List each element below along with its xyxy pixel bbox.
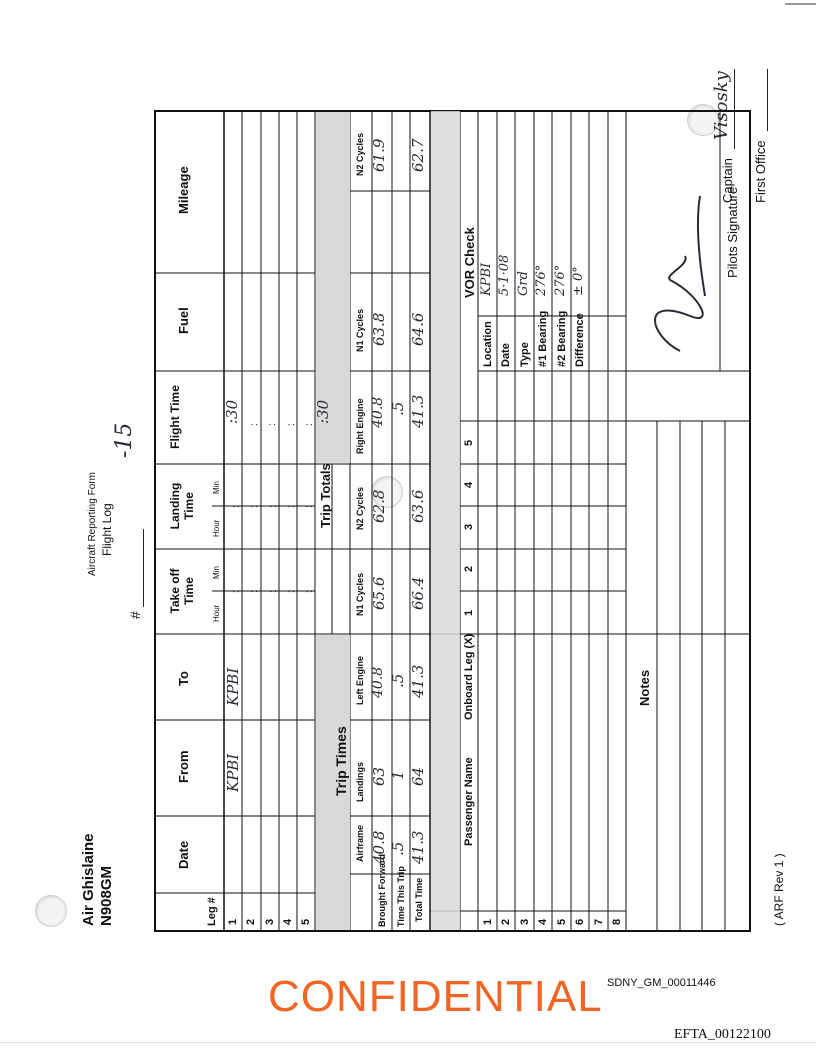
col-fuel: Fuel xyxy=(176,307,191,334)
notes-label: Notes xyxy=(637,669,652,706)
onboard-leg-number: 3 xyxy=(463,523,475,530)
tt-value: 41.3 xyxy=(409,394,427,428)
tt-value: 63.8 xyxy=(370,312,388,346)
vor-value: ± 0° xyxy=(571,266,586,296)
tt-col-n1-left: N1 Cycles xyxy=(355,572,365,616)
number-label: # xyxy=(127,611,143,619)
tt-col-left-engine: Left Engine xyxy=(355,656,365,705)
col-to: To xyxy=(176,671,191,686)
form-subtitle: Flight Log xyxy=(100,503,114,556)
vor-value: KPBI xyxy=(479,262,494,296)
tt-col-n2-left: N2 Cycles xyxy=(355,486,365,530)
vor-value: 5·1·08 xyxy=(497,254,512,296)
trip-times-title: Trip Times xyxy=(333,726,349,796)
confidential-stamp: CONFIDENTIAL xyxy=(268,972,603,1021)
vor-value: 276° xyxy=(553,264,568,296)
leg-number: 2 xyxy=(245,918,257,925)
tt-col-landings: Landings xyxy=(355,762,365,802)
captain-label: Captain xyxy=(720,158,735,203)
landing-hour: Hour xyxy=(212,519,221,537)
trip-totals-flight: :30 xyxy=(314,399,332,424)
time-colons: : : : : : xyxy=(231,590,316,593)
col-landing: Landing Time xyxy=(168,482,196,530)
onboard-leg-label: Onboard Leg (X) xyxy=(463,633,475,720)
passenger-row-number: 7 xyxy=(593,918,605,925)
vor-label: Location xyxy=(482,321,494,367)
tt-value: .5 xyxy=(389,673,407,688)
col-date: Date xyxy=(176,840,191,869)
pilot-signature xyxy=(655,196,705,351)
captain-value: Visoskу xyxy=(711,70,732,140)
col-flight: Flight Time xyxy=(168,385,182,449)
col-takeoff: Take off Time xyxy=(168,568,196,614)
tt-value: 1 xyxy=(389,770,407,780)
tail-number: N908GM xyxy=(98,865,115,926)
tt-row-label: Total Time xyxy=(414,877,424,922)
tt-value: 40.8 xyxy=(370,666,386,698)
passenger-row-number: 8 xyxy=(611,918,623,925)
tt-row-label: Time This Trip xyxy=(396,866,406,927)
onboard-leg-number: 5 xyxy=(463,439,475,446)
vor-value: Grd xyxy=(516,271,531,296)
vor-label: #1 Bearing xyxy=(537,310,549,367)
passenger-row-number: 3 xyxy=(519,918,531,925)
tt-value: 63.6 xyxy=(409,489,427,523)
vor-value: 276° xyxy=(534,264,549,296)
leg-number: 4 xyxy=(282,918,294,925)
takeoff-min: Min xyxy=(212,566,221,579)
tt-value: 64 xyxy=(409,766,427,786)
passenger-row-number: 4 xyxy=(537,918,549,925)
time-colons: : : : : : xyxy=(231,505,316,508)
tt-value: 40.8 xyxy=(370,830,388,864)
vor-check-title: VOR Check xyxy=(462,227,477,298)
onboard-leg-number: 2 xyxy=(463,565,475,572)
leg1-from: KPBI xyxy=(224,753,242,792)
col-mileage: Mileage xyxy=(176,166,191,214)
tt-value: 61.9 xyxy=(370,138,388,172)
onboard-leg-number: 1 xyxy=(463,609,475,616)
leg-number: 1 xyxy=(227,918,239,925)
vor-label: Type xyxy=(519,342,531,367)
vor-label: Date xyxy=(500,343,512,367)
landing-min: Min xyxy=(212,481,221,494)
tt-row-label: Brought Forward xyxy=(377,854,387,927)
tt-col-airframe: Airframe xyxy=(355,824,365,862)
col-leg: Leg # xyxy=(206,897,218,926)
form-title: Aircraft Reporting Form xyxy=(87,472,98,576)
tt-value: .5 xyxy=(389,841,407,856)
vor-label: Difference xyxy=(574,313,586,367)
passenger-row-number: 2 xyxy=(500,918,512,925)
tt-value: 41.3 xyxy=(409,830,427,864)
tt-value: 41.3 xyxy=(409,664,427,698)
efta-number: EFTA_00122100 xyxy=(674,1027,771,1042)
col-from: From xyxy=(176,750,191,783)
vor-label: #2 Bearing xyxy=(556,310,568,367)
tt-value: 63 xyxy=(370,766,388,786)
tt-col-n2-right: N2 Cycles xyxy=(355,132,365,176)
form-revision: ( ARF Rev 1 ) xyxy=(772,853,786,926)
time-colons: : : : : xyxy=(249,423,315,426)
tt-value: 40.8 xyxy=(370,396,386,428)
passenger-row-number: 6 xyxy=(574,918,586,925)
takeoff-hour: Hour xyxy=(212,604,221,622)
passenger-name-label: Passenger Name xyxy=(463,757,475,846)
company-name: Air Ghislaine xyxy=(80,833,97,926)
tt-value: .5 xyxy=(389,401,407,416)
number-value: -15 xyxy=(112,422,137,458)
tt-value: 64.6 xyxy=(409,312,427,346)
passenger-row-number: 5 xyxy=(556,918,568,925)
leg-number: 3 xyxy=(264,918,276,925)
tt-value: 62.7 xyxy=(409,138,427,172)
leg1-to: KPBI xyxy=(224,667,242,706)
first-officer-label: First Office xyxy=(753,140,768,203)
tt-value: 66.4 xyxy=(409,576,427,610)
passenger-row-number: 1 xyxy=(482,918,494,925)
leg-number: 5 xyxy=(300,918,312,925)
pilots-signature-label: Pilots Signature xyxy=(725,186,740,278)
leg1-flight-time: :30 xyxy=(223,399,241,424)
tt-col-n1-right: N1 Cycles xyxy=(355,308,365,352)
tt-value: 65.6 xyxy=(370,576,388,610)
tt-value: 62.8 xyxy=(370,489,388,523)
trip-totals-label: Trip Totals xyxy=(318,463,333,528)
onboard-leg-number: 4 xyxy=(463,481,475,488)
bates-number: SDNY_GM_00011446 xyxy=(607,977,716,989)
tt-col-right-engine: Right Engine xyxy=(355,398,365,454)
